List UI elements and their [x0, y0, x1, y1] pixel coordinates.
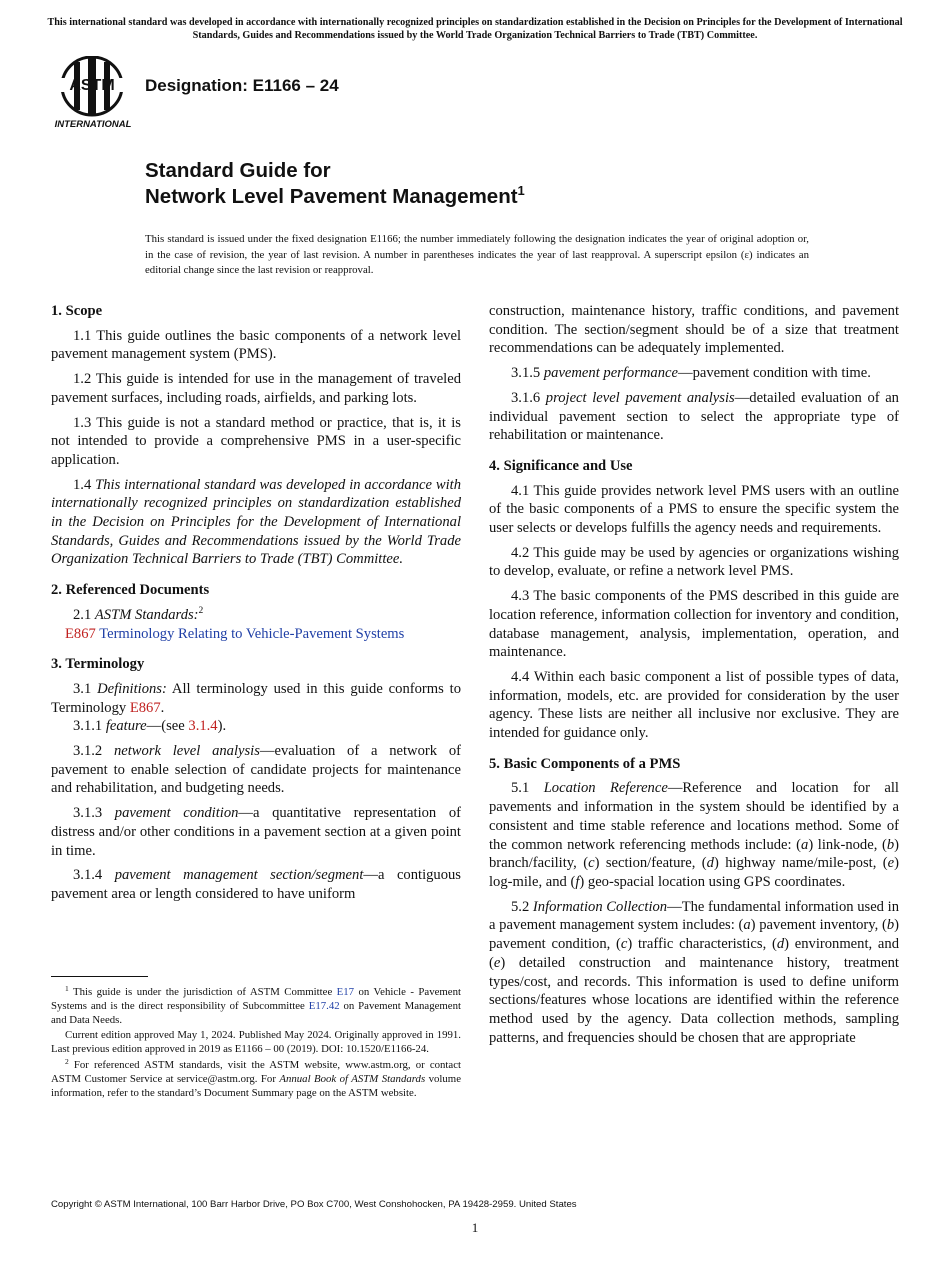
e867-link[interactable]: E867 [129, 699, 161, 716]
para-3-1-3: 3.1.3 pavement condition—a quantitative representation of distress and/or other conditions in a pavement section at a given point in time. [51, 805, 461, 859]
title-footnote-mark: 1 [517, 183, 525, 198]
section-3-heading: 3. Terminology [51, 656, 145, 673]
section-5-heading: 5. Basic Components of a PMS [489, 755, 681, 772]
para-4-1: 4.1 This guide provides network level PMS users with an outline of the basic components of a PMS to ensure the specific system the user selects or develops fulfills the agency needs and requirements. [489, 482, 899, 537]
ref-title-link[interactable]: Terminology Relating to Vehicle-Pavement Systems [95, 625, 405, 642]
para-3-1-6: 3.1.6 project level pavement analysis—detailed evaluation of an individual pavement section to select the appropriate type of rehabilitation or maintenance. [489, 389, 899, 444]
para-3-1-4-continued: construction, maintenance history, traffic conditions, and pavement condition. The section/segment should be of a size that treatment recommendations can be adequately implemented. [489, 303, 899, 357]
left-column [51, 302, 461, 910]
para-3-1-4: 3.1.4 pavement management section/segment—a contiguous pavement area or length considered to have uniform [51, 867, 461, 902]
ref-code-link[interactable]: E867 [65, 625, 96, 642]
document-title [145, 158, 525, 210]
para-1-1: 1.1 This guide outlines the basic components of a network level pavement management system (PMS). [51, 327, 461, 363]
e17-42-link[interactable]: E17.42 [308, 999, 340, 1012]
copyright-line: Copyright © ASTM International, 100 Barr Harbor Drive, PO Box C700, West Conshohocken, PA 19428-2959. United States [51, 1199, 577, 1210]
para-1-2: 1.2 This guide is intended for use in the management of traveled pavement surfaces, including roads, airfields, and parking lots. [51, 371, 461, 406]
footnote-2: $^2$ For referenced ASTM standards, visit the ASTM website, www.astm.org, or contact ASTM Customer Service at service@astm.org. For Annual Book of ASTM Standards volume information, refer to the standard’s Document Summary page on the ASTM website. [51, 1056, 461, 1099]
svg-text:ASTM: ASTM [69, 77, 115, 94]
para-2-1: 2.1 ASTM Standards:$^2$ [73, 605, 204, 623]
para-1-3: 1.3 This guide is not a standard method or practice, that is, it is not intended to provide a comprehensive PMS in a user-specific application. [51, 414, 461, 468]
page-number: 1 [471, 1220, 479, 1235]
title-line-1: Standard Guide for [145, 159, 331, 182]
para-3-1-1: 3.1.1 feature—(see 3.1.4). [73, 718, 227, 735]
title-line-2: Network Level Pavement Management$^1$ [145, 183, 525, 208]
footnote-rule [51, 976, 148, 977]
svg-text:INTERNATIONAL: INTERNATIONAL [54, 119, 132, 130]
designation: Designation: E1166 – 24 [145, 76, 339, 95]
para-3-1-2: 3.1.2 network level analysis—evaluation of a network of pavement to enable selection of candidate projects for maintenance and rehabilitation, and budgeting needs. [51, 743, 461, 797]
section-4-heading: 4. Significance and Use [489, 457, 633, 474]
para-4-4: 4.4 Within each basic component a list of possible types of data, information, models, etc. are provided for consideration by the user agency. These lists are neither all inclusive nor exclusive. They are intended for guidance only. [489, 668, 899, 742]
reference-e867[interactable] [51, 625, 461, 644]
section-3-1-4-link[interactable]: 3.1.4 [188, 718, 218, 735]
tbt-notice: This international standard was developed in accordance with internationally recognized principles on standardization established in the Decision on Principles for the Development of International Standards, Guides and Recommendations issued by the World Trade Organization Technical Barriers to Trade (TBT) Committee. [47, 17, 903, 41]
para-3-1: 3.1 Definitions: All terminology used in this guide conforms to Terminology E867. [51, 680, 461, 716]
para-4-3: 4.3 The basic components of the PMS described in this guide are location reference, information collection for inventory and condition, database management, analysis, implementation, operation, and maintenance. [489, 588, 899, 661]
astm-logo [52, 56, 136, 132]
para-5-2: 5.2 Information Collection—The fundamental information used in a pavement management system includes: (a) pavement inventory, (b) pavement condition, (c) traffic characteristics, (d) environment, and (e) detailed construction and maintenance history, treatment types/cost, and records. This information is used to define uniform sections/features whose locations are identified within the reference method used by the agency. Data collection methods, sampling patterns, and frequencies should be chosen that are appropriate [489, 898, 900, 1046]
section-1-heading: 1. Scope [51, 303, 103, 319]
para-5-1: 5.1 Location Reference—Reference and location for all pavements and information in the system should be identified by a consistent and time stable reference and locations method. Some of the common network referencing methods include: (a) link-node, (b) branch/facility, (c) section/feature, (d) highway name/mile-post, (e) log-mile, and (f) geo-spacial location using GPS coordinates. [489, 780, 899, 890]
para-3-1-5: 3.1.5 pavement performance—pavement condition with time. [511, 365, 871, 382]
issued-note: This standard is issued under the fixed designation E1166; the number immediately following the designation indicates the year of original adoption or, in the case of revision, the year of last revision. A number in parentheses indicates the year of last reapproval. A superscript epsilon (ε) indicates an editorial change since the last revision or reapproval. [145, 233, 809, 276]
section-2-heading: 2. Referenced Documents [51, 582, 210, 599]
e17-link[interactable]: E17 [336, 986, 355, 998]
para-4-2: 4.2 This guide may be used by agencies or organizations wishing to develop, evaluate, or refine a network level PMS. [489, 544, 899, 580]
footnotes [51, 986, 461, 1102]
footnote-1: $^1$ This guide is under the jurisdiction of ASTM Committee E17 on Vehicle - Pavement Systems and is the direct responsibility of Subcommittee E17.42 on Pavement Management and Data Needs. [51, 984, 461, 1026]
footnote-1-approval: Current edition approved May 1, 2024. Published May 2024. Originally approved in 1991. Last previous edition approved in 2019 as E1166 – 00 (2019). DOI: 10.1520/E1166-24. [51, 1029, 461, 1056]
right-column [489, 302, 899, 1053]
para-1-4: 1.4 This international standard was developed in accordance with internationally recognized principles on standardization established in the Decision on Principles for the Development of International Standards, Guides and Recommendations issued by the World Trade Organization Technical Barriers to Trade (TBT) Committee. [51, 476, 462, 568]
